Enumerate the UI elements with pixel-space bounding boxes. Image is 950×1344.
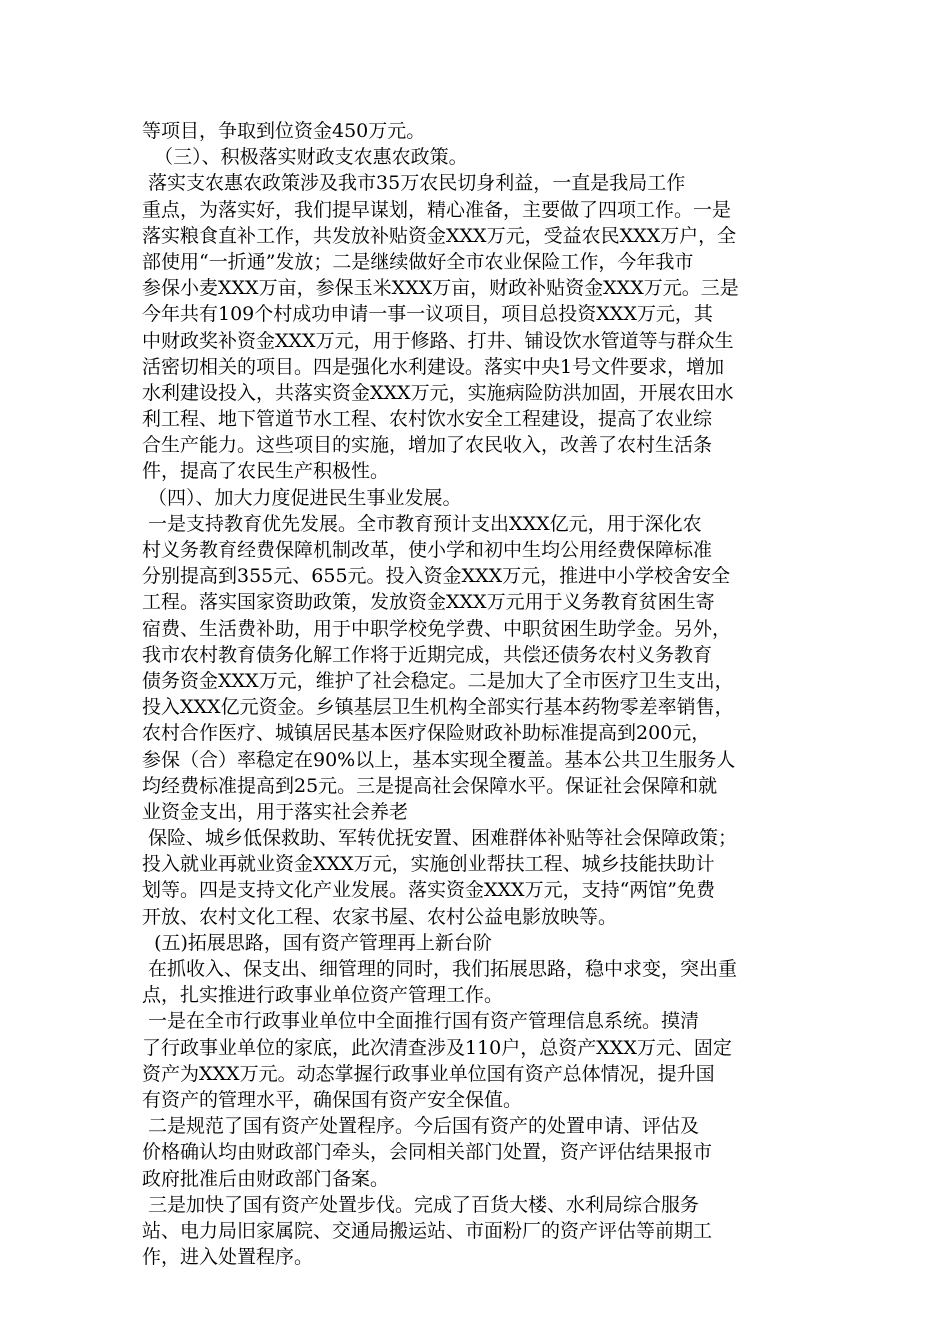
text-line: 了行政事业单位的家底，此次清查涉及110户，总资产XXX万元、固定 [142,1036,732,1059]
text-line: 落实支农惠农政策涉及我市35万农民切身利益，一直是我局工作 [142,172,686,195]
text-line: 活密切相关的项目。四是强化水利建设。落实中央1号文件要求，增加 [142,355,725,378]
text-line: 资产为XXX万元。动态掌握行政事业单位国有资产总体情况，提升国 [142,1062,715,1085]
text-line: 在抓收入、保支出、细管理的同时，我们拓展思路，稳中求变，突出重 [142,958,738,980]
text-line: 等项目，争取到位资金450万元。 [142,120,426,142]
text-line: 水利建设投入，共落实资金XXX万元，实施病险防洪加固，开展农田水 [142,381,734,404]
text-line: 一是在全市行政事业单位中全面推行国有资产管理信息系统。摸清 [142,1010,700,1033]
text-line: 参保小麦XXX万亩，参保玉米XXX万亩，财政补贴资金XXX万元。三是 [142,277,739,300]
text-line: 村义务教育经费保障机制改革，使小学和初中生均公用经费保障标准 [142,539,713,561]
text-line: 站、电力局旧家属院、交通局搬运站、市面粉厂的资产评估等前期工 [142,1219,713,1242]
text-line: 今年共有109个村成功申请一事一议项目，项目总投资XXX万元，其 [142,303,713,326]
text-line: 有资产的管理水平，确保国有资产安全保值。 [142,1088,523,1111]
text-line: 合生产能力。这些项目的实施，增加了农民收入，改善了农村生活条 [142,434,713,457]
text-line: 三是加快了国有资产处置步伐。完成了百货大楼、水利局综合服务 [142,1193,700,1216]
text-line: 参保（合）率稳定在90%以上，基本实现全覆盖。基本公共卫生服务人 [142,748,736,771]
text-line: 保险、城乡低保救助、军转优抚安置、困难群体补贴等社会保障政策； [142,827,738,850]
text-line: 投入就业再就业资金XXX万元，实施创业帮扶工程、城乡技能扶助计 [142,853,715,876]
text-line: 点，扎实推进行政事业单位资产管理工作。 [142,984,504,1007]
document-body [142,118,812,1270]
text-line: 划等。四是支持文化产业发展。落实资金XXX万元，支持“两馆”免费 [142,879,716,902]
text-line: 作，进入处置程序。 [142,1246,314,1269]
text-line: 政府批准后由财政部门备案。 [142,1167,390,1190]
text-line: 中财政奖补资金XXX万元，用于修路、打井、铺设饮水管道等与群众生 [142,329,734,352]
text-line: 债务资金XXX万元，维护了社会稳定。二是加大了全市医疗卫生支出， [142,669,734,692]
text-line: 分别提高到355元、655元。投入资金XXX万元，推进中小学校舍安全 [142,565,731,588]
text-line: (五)拓展思路，国有资产管理再上新台阶 [142,931,492,954]
text-line: 我市农村教育债务化解工作将于近期完成，共偿还债务农村义务教育 [142,643,713,666]
text-line: 开放、农村文化工程、农家书屋、农村公益电影放映等。 [142,905,618,928]
text-line: 投入XXX亿元资金。乡镇基层卫生机构全部实行基本药物零差率销售， [142,696,734,719]
text-line: 一是支持教育优先发展。全市教育预计支出XXX亿元，用于深化农 [142,512,702,535]
text-line: 件，提高了农民生产积极性。 [142,460,390,483]
text-line: 工程。落实国家资助政策，发放资金XXX万元用于义务教育贫困生寄 [142,591,715,614]
text-line: 二是规范了国有资产处置程序。今后国有资产的处置申请、评估及 [142,1115,700,1138]
text-line: 重点，为落实好，我们提早谋划，精心准备，主要做了四项工作。一是 [142,198,732,221]
text-line: 利工程、地下管道节水工程、农村饮水安全工程建设，提高了农业综 [142,408,713,431]
text-line: 均经费标准提高到25元。三是提高社会保障水平。保证社会保障和就 [142,774,718,797]
text-line: 农村合作医疗、城镇居民基本医疗保险财政补助标准提高到200元， [142,722,711,745]
text-line: 落实粮食直补工作，共发放补贴资金XXX万元，受益农民XXX万户，全 [142,224,737,247]
text-line: 价格确认均由财政部门牵头，会同相关部门处置，资产评估结果报市 [142,1141,713,1164]
text-line: （三）、积极落实财政支农惠农政策。 [142,146,468,169]
text-line: 部使用“一折通”发放；二是继续做好全市农业保险工作，今年我市 [142,250,694,273]
text-line: 宿费、生活费补助，用于中职学校免学费、中职贫困生助学金。另外， [142,617,732,640]
text-line: （四）、加大力度促进民生事业发展。 [142,486,462,509]
text-line: 业资金支出，用于落实社会养老 [142,800,409,823]
